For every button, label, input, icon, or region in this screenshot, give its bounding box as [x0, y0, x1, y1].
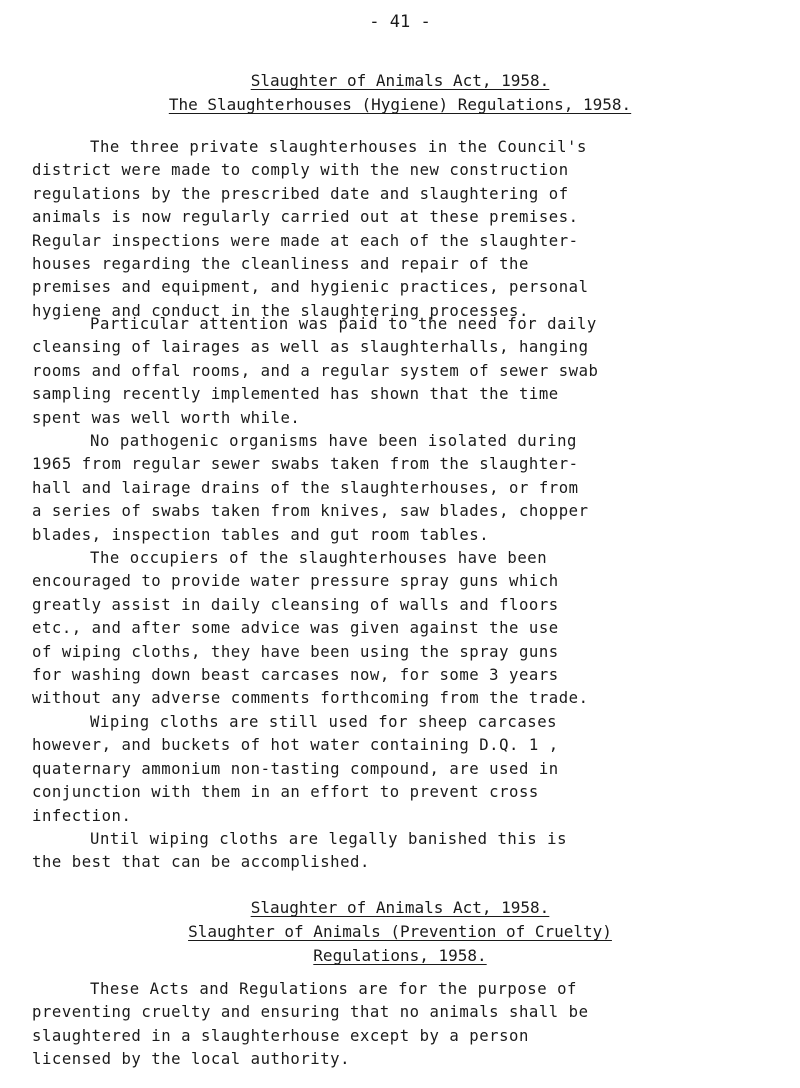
paragraph-line: spent was well worth while.	[32, 408, 301, 427]
paragraph-line: The three private slaughterhouses in the Council's	[90, 138, 587, 156]
paragraph-line: licensed by the local authority.	[32, 1050, 351, 1069]
paragraph-line: 1965 from regular sewer swabs taken from the slaughter-	[32, 455, 579, 474]
paragraph-line: rooms and offal rooms, and a regular system of sewer swab	[32, 361, 599, 380]
paragraph-line: the best that can be accomplished.	[32, 853, 370, 872]
section1-paragraph-1	[32, 136, 772, 323]
section1-heading-line2-text: The Slaughterhouses (Hygiene) Regulations, 1958.	[168, 95, 632, 114]
section1-paragraph-6	[32, 828, 772, 875]
section1-heading-line1	[0, 70, 800, 92]
paragraph-line: a series of swabs taken from knives, saw blades, chopper	[32, 502, 589, 521]
section1-heading-line1-text: Slaughter of Animals Act, 1958.	[250, 71, 550, 90]
paragraph-line: sampling recently implemented has shown that the time	[32, 385, 559, 404]
paragraph-line: however, and buckets of hot water containing D.Q. 1 ,	[32, 736, 559, 755]
paragraph-line: animals is now regularly carried out at these premises.	[32, 208, 579, 227]
section1-paragraph-3	[32, 430, 772, 547]
paragraph-line: hall and lairage drains of the slaughterhouses, or from	[32, 478, 579, 497]
paragraph-line: greatly assist in daily cleansing of walls and floors	[32, 595, 559, 614]
paragraph-line: Until wiping cloths are legally banished this is	[90, 830, 568, 848]
section2-heading-line3-text: Regulations, 1958.	[313, 946, 487, 965]
paragraph-line: regulations by the prescribed date and slaughtering of	[32, 184, 569, 203]
paragraph-line: Wiping cloths are still used for sheep carcases	[90, 713, 558, 731]
paragraph-line: Regular inspections were made at each of the slaughter-	[32, 231, 579, 250]
paragraph-line: conjunction with them in an effort to prevent cross	[32, 783, 539, 802]
paragraph-line: etc., and after some advice was given against the use	[32, 619, 559, 638]
paragraph-line: of wiping cloths, they have been using the spray guns	[32, 642, 559, 661]
page-number: - 41 -	[369, 12, 431, 32]
paragraph-line: slaughtered in a slaughterhouse except by a person	[32, 1026, 529, 1045]
section2-heading-line1	[0, 897, 800, 919]
paragraph-line: preventing cruelty and ensuring that no animals shall be	[32, 1003, 589, 1022]
paragraph-line: These Acts and Regulations are for the purpose of	[90, 980, 577, 998]
paragraph-line: Particular attention was paid to the need for daily	[90, 315, 597, 333]
section2-heading-line2	[0, 921, 800, 943]
paragraph-line: premises and equipment, and hygienic practices, personal	[32, 278, 589, 297]
section1-paragraph-5	[32, 711, 772, 828]
section1-heading-line2	[0, 94, 800, 116]
paragraph-line: blades, inspection tables and gut room tables.	[32, 525, 490, 544]
paragraph-line: houses regarding the cleanliness and repair of the	[32, 255, 529, 274]
section2-heading-line1-text: Slaughter of Animals Act, 1958.	[250, 898, 550, 917]
paragraph-line: cleansing of lairages as well as slaughterhalls, hanging	[32, 338, 589, 357]
paragraph-line: encouraged to provide water pressure spray guns which	[32, 572, 559, 591]
paragraph-line: for washing down beast carcases now, for some 3 years	[32, 666, 559, 685]
paragraph-line: hygiene and conduct in the slaughtering processes.	[32, 301, 529, 320]
paragraph-line: infection.	[32, 806, 132, 825]
paragraph-line: quaternary ammonium non-tasting compound, are used in	[32, 759, 559, 778]
section2-paragraph-1	[32, 978, 772, 1072]
section2-heading-line2-text: Slaughter of Animals (Prevention of Cruelty)	[188, 922, 612, 941]
section2-heading-line3	[0, 945, 800, 967]
paragraph-line: district were made to comply with the new construction	[32, 161, 569, 180]
section1-paragraph-2	[32, 313, 772, 430]
paragraph-line: No pathogenic organisms have been isolated during	[90, 432, 577, 450]
paragraph-line: The occupiers of the slaughterhouses have been	[90, 549, 548, 567]
section1-paragraph-4	[32, 547, 772, 711]
paragraph-line: without any adverse comments forthcoming from the trade.	[32, 689, 589, 708]
